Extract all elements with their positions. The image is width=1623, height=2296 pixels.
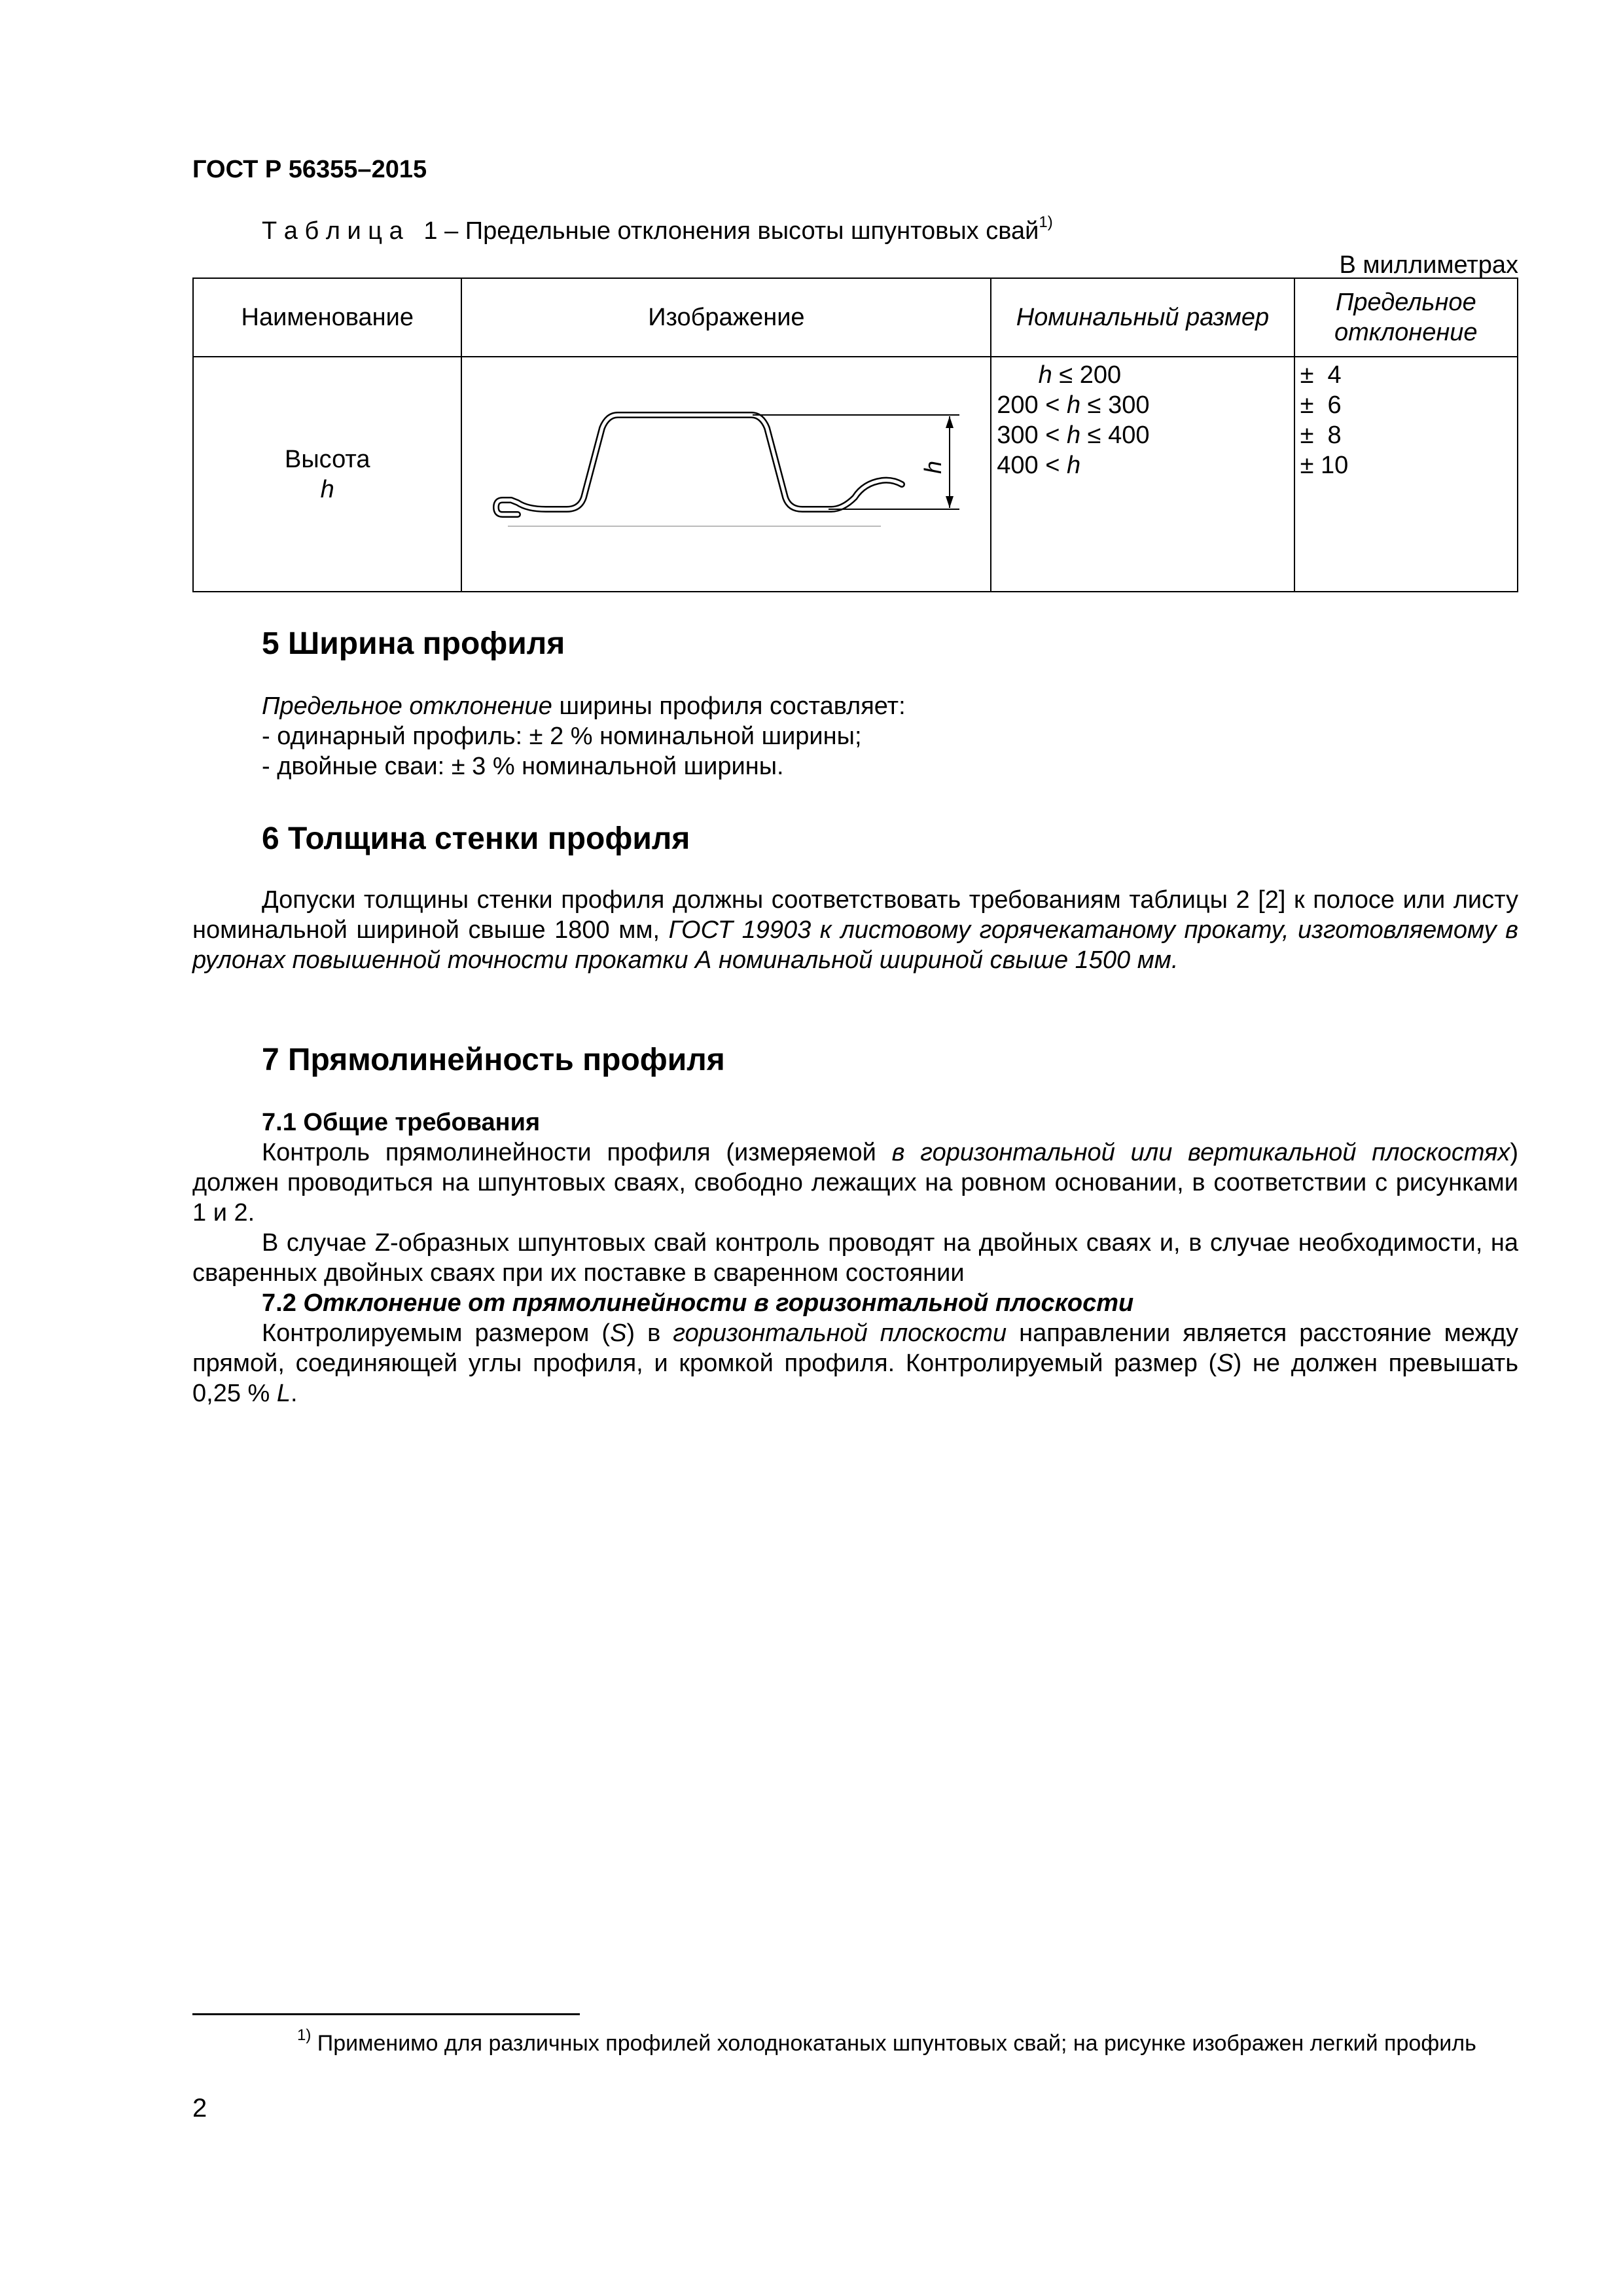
tolerance-value: ± 8 [1300,422,1342,449]
sheet-pile-profile-drawing [462,357,983,584]
header-image: Изображение [461,278,991,357]
page-number: 2 [192,2094,207,2123]
size-range: 400 < h [997,452,1081,479]
section-5-intro: Предельное отклонение ширины профиля составляет: [262,692,906,720]
section-7-2-heading: 7.2 Отклонение от прямолинейности в горизонтальной плоскости [262,1289,1134,1317]
footnote-mark: 1) [297,2026,312,2044]
section-7-heading: 7 Прямолинейность профиля [262,1043,725,1077]
footnote-rule [192,2013,580,2015]
tolerance-cell [1294,357,1518,592]
section-7-1-body [192,1138,1518,1408]
footnote-ref: 1) [1039,213,1053,232]
table-caption-label: Т а б л и ц а 1 [262,217,438,245]
footnote [192,2028,1518,2059]
header-name: Наименование [193,278,461,357]
section-7-1-paragraph: Контроль прямолинейности профиля (измеряемой в горизонтальной или вертикальной плоскостях) должен проводиться на шпунтовых сваях, свободно лежащих на ровном основании, в соответствии с рисунками 1 и 2. [192,1139,1518,1227]
standard-designation: ГОСТ Р 56355–2015 [192,156,427,183]
table-units: В миллиметрах [1339,251,1518,279]
header-tolerance: Предельное отклонение [1294,278,1518,357]
size-range: 300 < h ≤ 400 [997,422,1150,449]
list-item: - двойные сваи: ± 3 % номинальной ширины. [262,753,784,780]
row-name: Высота [284,445,370,473]
row-name-cell [193,357,461,592]
list-item: - одинарный профиль: ± 2 % номинальной ширины; [262,723,862,750]
dimension-label-h: h [919,460,947,475]
section-6-paragraph: Допуски толщины стенки профиля должны соответствовать требованиям таблицы 2 [2] к полосе или листу номинальной шириной свыше 1800 мм, ГОСТ 19903 к листовому горячекатаному прокату, изготовляемому в рулонах повышенной точности прокатки А номинальной шириной свыше 1500 мм. [192,886,1518,974]
profile-drawing-cell [461,357,991,592]
tolerance-table [192,278,1518,592]
size-range: h ≤ 200 [1038,361,1122,389]
table-header-row [193,278,1518,357]
section-5-body [192,691,1518,781]
header-nominal-size: Номинальный размер [991,278,1294,357]
size-range: 200 < h ≤ 300 [997,391,1150,419]
section-7-1-paragraph-2: В случае Z-образных шпунтовых свай контроль проводят на двойных сваях и, в случае необходимости, на сваренных двойных сваях при их поставке в сваренном состоянии [192,1229,1518,1287]
section-7-1-heading: 7.1 Общие требования [262,1109,541,1136]
row-symbol: h [320,475,334,503]
section-5-heading: 5 Ширина профиля [262,626,565,661]
tolerance-value: ± 4 [1300,361,1342,389]
table-row [193,357,1518,592]
table-caption [262,213,1053,246]
section-7-2-paragraph: Контролируемым размером (S) в горизонтальной плоскости направлении является расстояние между прямой, соединяющей углы профиля, и кромкой профиля. Контролируемый размер (S) не должен превышать 0,25 % L. [192,1319,1518,1407]
section-6-heading: 6 Толщина стенки профиля [262,821,690,856]
nominal-size-cell [991,357,1294,592]
table-caption-text: – Предельные отклонения высоты шпунтовых свай [437,217,1039,245]
tolerance-value: ± 10 [1300,452,1349,479]
section-6-body [192,885,1518,975]
footnote-text: Применимо для различных профилей холоднокатаных шпунтовых свай; на рисунке изображен легкий профиль [311,2031,1476,2056]
tolerance-value: ± 6 [1300,391,1342,419]
